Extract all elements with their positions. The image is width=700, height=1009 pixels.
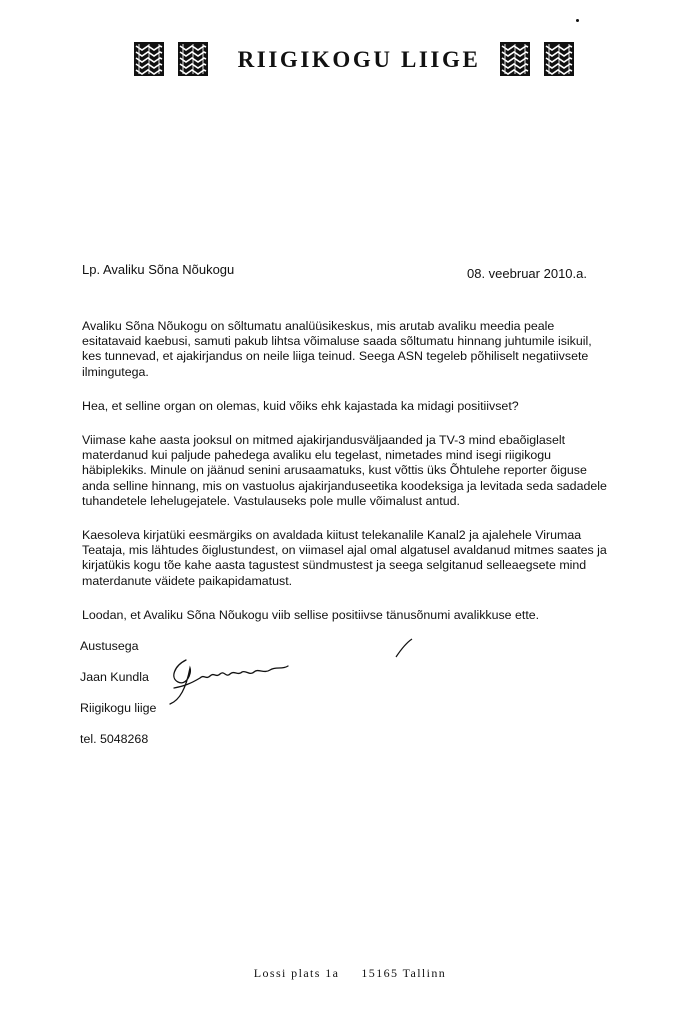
woven-pattern-emblem-icon (544, 42, 574, 76)
closing-salutation: Austusega (80, 639, 139, 653)
footer-address: Lossi plats 1a (253, 966, 340, 980)
footer-postal: 15165 Tallinn (361, 966, 447, 980)
signer-title: Riigikogu liige (80, 701, 157, 715)
woven-pattern-emblem-icon (500, 42, 530, 76)
handwritten-signature (160, 648, 310, 708)
paragraph: Avaliku Sõna Nõukogu on sõltumatu analüüsikeskus, mis arutab avaliku meedia peale esitatavaid kaebusi, samuti pakub lihtsa võimaluse saada sõltumatu hinnang juhtumile isikuil, kes tunnevad, et ajakirjandus on neile liiga teinud. Seega ASN tegeleb põhiliselt negatiivsete ilmingutega. (82, 319, 592, 379)
recipient: Lp. Avaliku Sõna Nõukogu (82, 262, 235, 277)
letter-date: 08. veebruar 2010.a. (467, 266, 587, 281)
letterhead (0, 42, 700, 82)
phone-number: tel. 5048268 (80, 732, 149, 746)
paragraph: Kaesoleva kirjatüki eesmärgiks on avaldada kiitust telekanalile Kanal2 ja ajalehele Virumaa Teataja, mis lähtudes õiglustundest, on viimasel ajal omal algatusel avaldanud mitmes saates ja kirjatükis kogu tõe kahe aasta tagustest sündmustest ja seega selgitanud selleaegsete mind materdanute väidete paikapidamatust. (82, 528, 607, 588)
speck (576, 19, 579, 22)
letterhead-footer (0, 966, 700, 981)
woven-pattern-emblem-icon (134, 42, 164, 76)
letter-body (82, 319, 614, 639)
paragraph: Viimase kahe aasta jooksul on mitmed ajakirjandusväljaanded ja TV-3 mind ebaõiglaselt materdanud kui paljude pahedega avaliku elu tegelast, nimetades mind isegi riigikogu häbiplekiks. Minule on jäänud senini arusaamatuks, kust võttis üks Õhtulehe reporter õiguse anda selline hinnang, mis on vastuolus ajakirjanduseetika koodeksiga ja levitada seda sadadele tuhandetele lehelugejatele. Vastulauseks pole mulle võimalust antud. (82, 433, 607, 508)
pen-mark (394, 637, 414, 659)
paragraph: Hea, et selline organ on olemas, kuid võiks ehk kajastada ka midagi positiivset? (82, 398, 519, 413)
letterhead-title: RIIGIKOGU LIIGE (237, 47, 481, 72)
signer-name: Jaan Kundla (80, 670, 149, 684)
woven-pattern-emblem-icon (178, 42, 208, 76)
paragraph: Loodan, et Avaliku Sõna Nõukogu viib sellise positiivse tänusõnumi avalikkuse ette. (82, 607, 540, 622)
